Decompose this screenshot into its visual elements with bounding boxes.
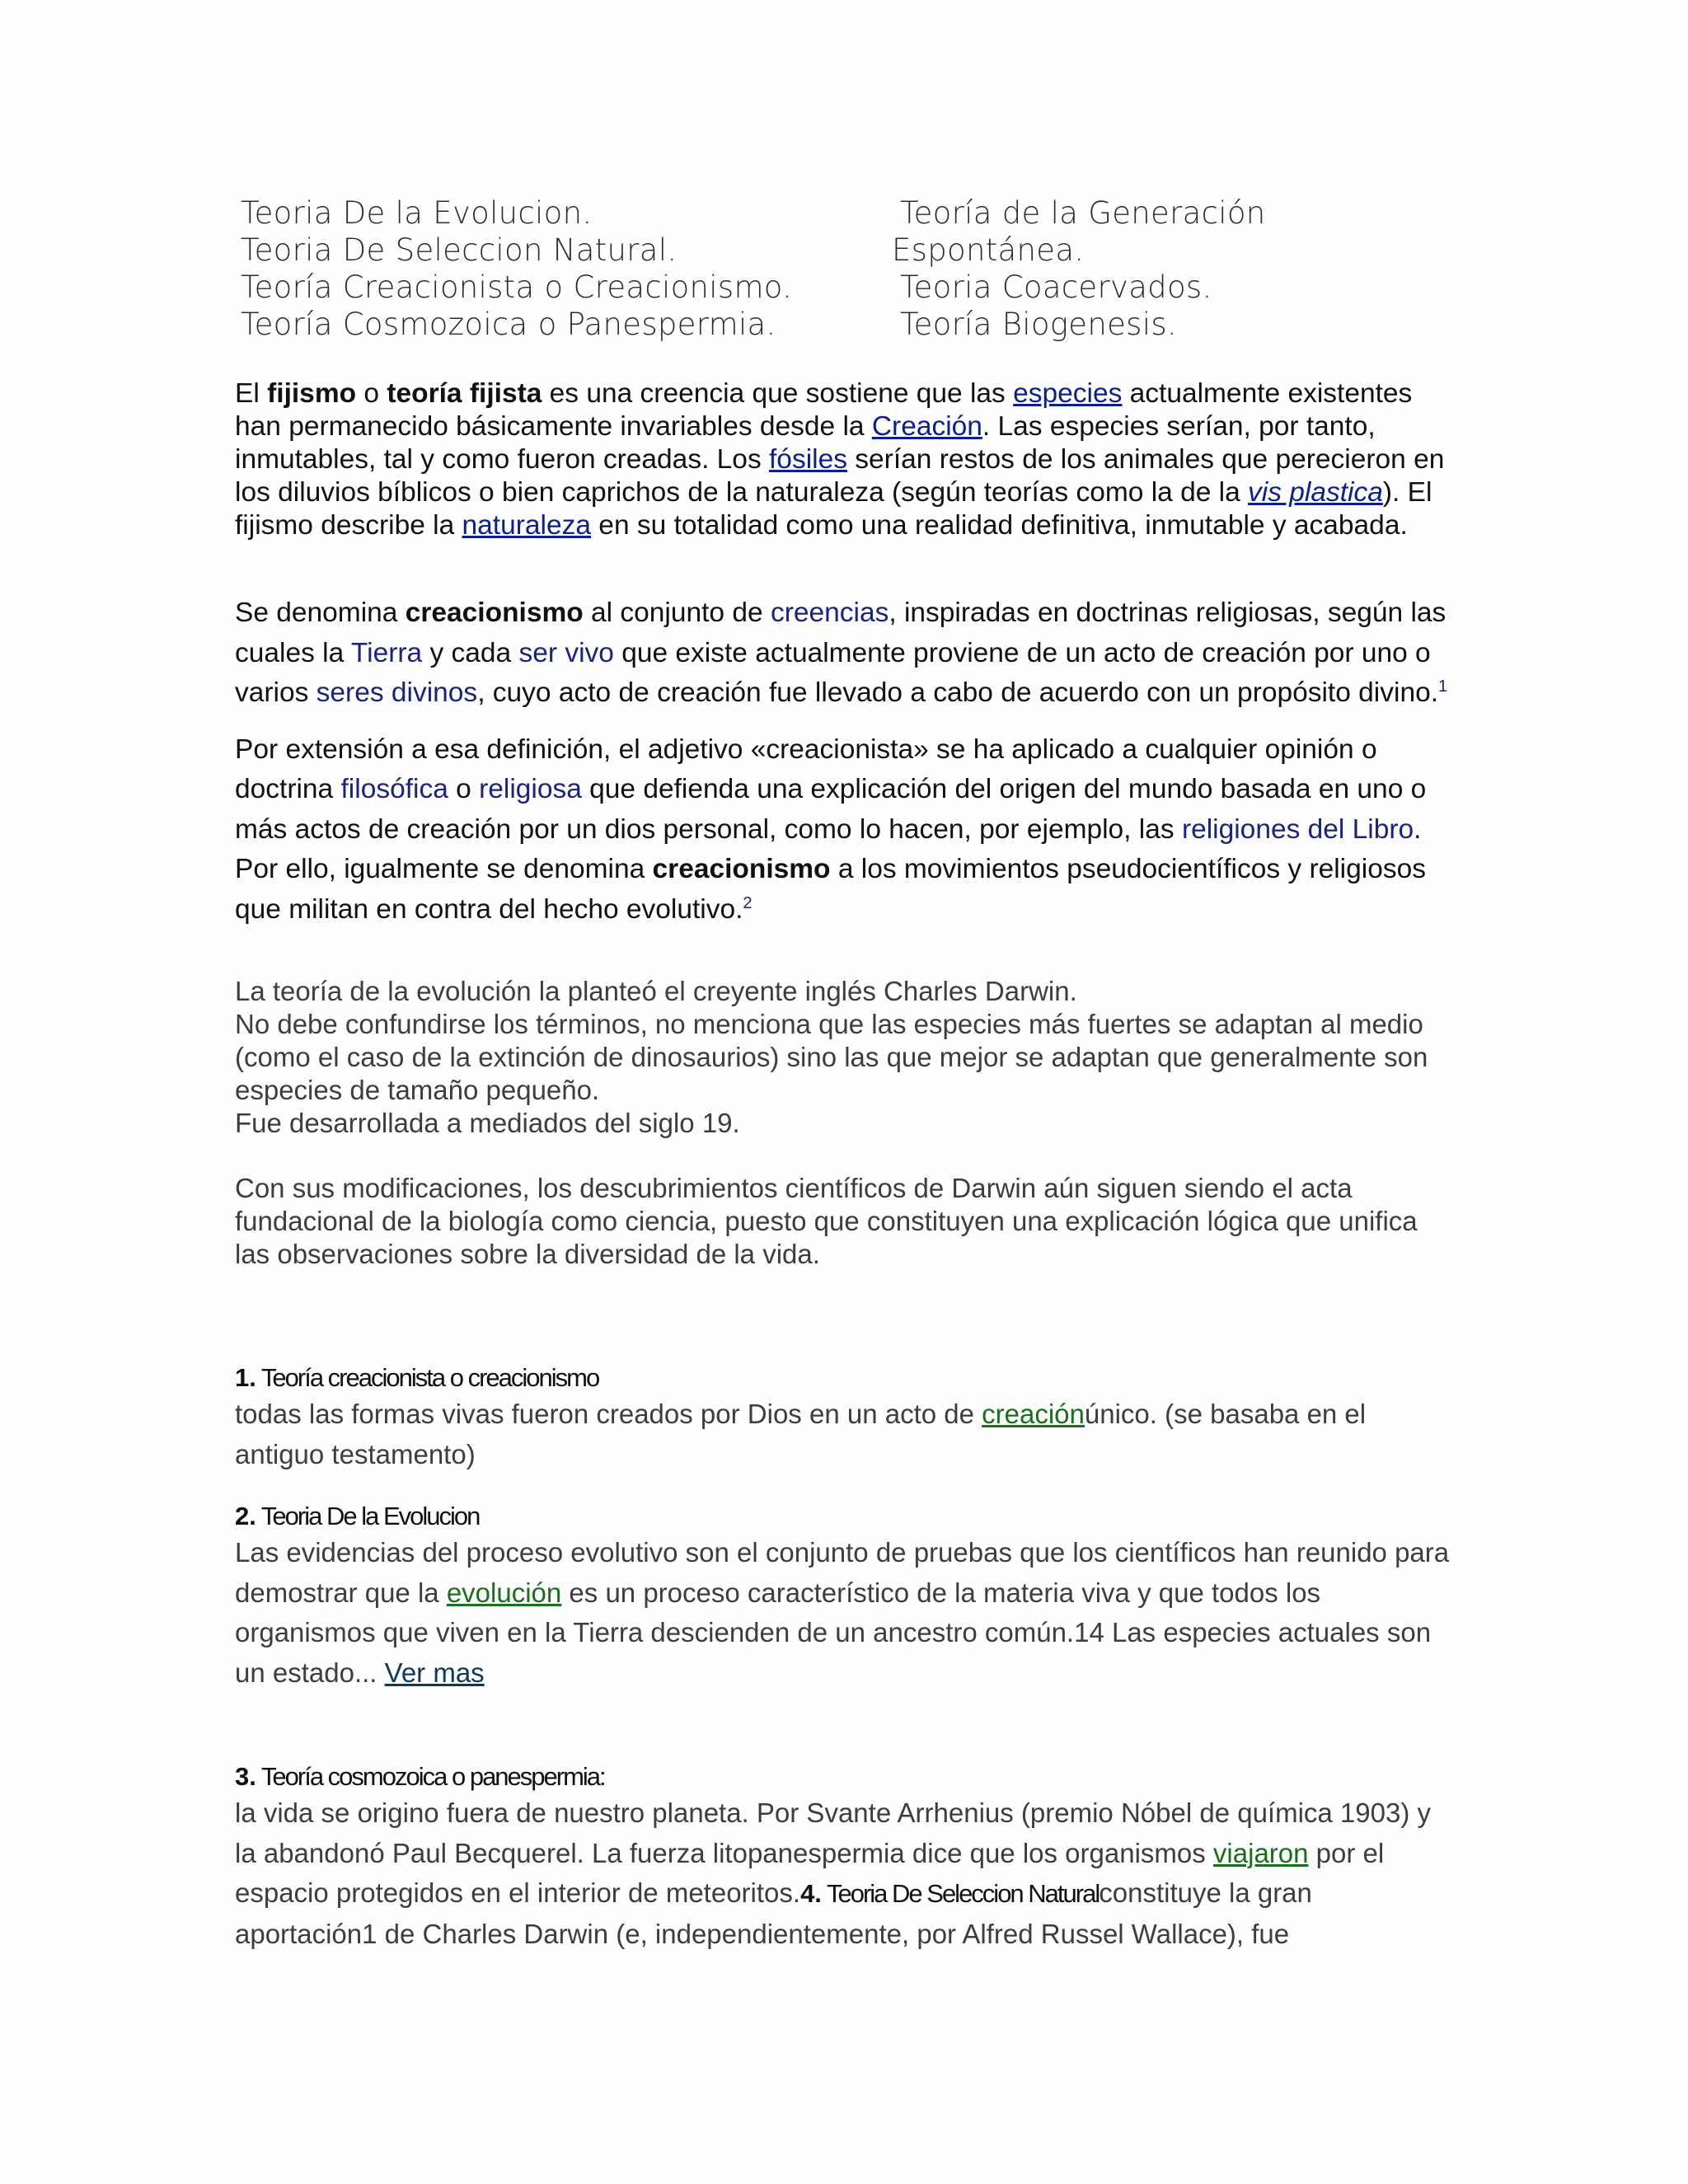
topic-item: Teoria Coacervados.	[900, 269, 1212, 305]
section-heading: 1. Teoría creacionista o creacionismo	[235, 1363, 599, 1392]
topic-item: Teoría Biogenesis.	[900, 307, 1177, 342]
link-religiosa[interactable]: religiosa	[479, 774, 582, 804]
darwin-paragraph	[235, 975, 1455, 1140]
section-body: todas las formas vivas fueron creados por Dios en un acto de creaciónúnico. (se basaba en el antiguo testamento)	[235, 1399, 1367, 1469]
bold-term: creacionismo	[405, 598, 584, 628]
text-line: Fue desarrollada a mediados del siglo 19.	[235, 1108, 740, 1138]
footnote-ref[interactable]: 2	[743, 893, 753, 912]
topic-item: Espontánea.	[892, 232, 1085, 268]
link-creencias[interactable]: creencias	[770, 598, 889, 628]
section-heading-inline: 4. Teoria De Seleccion Natural	[800, 1879, 1100, 1908]
bold-term: teoría fijista	[387, 378, 542, 409]
creacionismo-paragraph-2: Por extensión a esa definición, el adjetivo «creacionista» se ha aplicado a cualquier opinión o doctrina filosófica o religiosa que defienda una explicación del origen del mundo basada en uno o más actos de creación por un dios personal, como lo hacen, por ejemplo, las religiones del Libro. Por ello, igualmente se denomina creacionismo a los movimientos pseudocientíficos y religiosos que militan en contra del hecho evolutivo.$^2$	[235, 733, 1427, 925]
ver-mas-link[interactable]: Ver mas	[384, 1657, 485, 1688]
bold-term: fijismo	[267, 378, 357, 409]
creacionismo-section	[235, 593, 1455, 946]
topic-item: Teoria De Seleccion Natural.	[241, 232, 678, 268]
topics-column-left	[241, 194, 792, 343]
link-seres-divinos[interactable]: seres divinos	[316, 677, 478, 708]
link-vis-plastica[interactable]: vis plastica	[1248, 477, 1383, 508]
section-heading: 2. Teoria De la Evolucion	[235, 1502, 480, 1530]
topic-item: Teoría Cosmozoica o Panespermia.	[241, 307, 776, 342]
topic-item: Teoría Creacionista o Creacionismo.	[241, 269, 793, 305]
link-creacion[interactable]: Creación	[871, 411, 982, 442]
section-creacionismo	[235, 1361, 1455, 1474]
topic-item: Teoría de la Generación	[900, 195, 1266, 231]
footnote-ref[interactable]: 1	[1438, 677, 1448, 696]
section-body: Las evidencias del proceso evolutivo son el conjunto de pruebas que los científicos han reunido para demostrar que la evolución es un proceso característico de la materia viva y que todos los organismos que viven en la Tierra descienden de un ancestro común.14 Las especies actuales son un estado... Ver mas	[235, 1537, 1450, 1688]
link-tierra[interactable]: Tierra	[350, 637, 423, 668]
section-evolucion	[235, 1500, 1455, 1693]
fijismo-paragraph: El fijismo o teoría fijista es una creencia que sostiene que las especies actualmente existentes han permanecido básicamente invariables desde la Creación. Las especies serían, por tanto, inmutables, tal y como fueron creadas. Los fósiles serían restos de los animales que perecieron en los diluvios bíblicos o bien caprichos de la naturaleza (según teorías como la de la vis plastica). El fijismo describe la naturaleza en su totalidad como una realidad definitiva, inmutable y acabada.	[235, 378, 1445, 541]
section-heading: 3. Teoría cosmozoica o panespermia:	[235, 1762, 605, 1791]
link-creacion-green[interactable]: creación	[982, 1399, 1085, 1429]
section-body: la vida se origino fuera de nuestro planeta. Por Svante Arrhenius (premio Nóbel de química 1903) y la abandonó Paul Becquerel. La fuerza litopanespermia dice que los organismos viajaron por el espacio protegidos en el interior de meteoritos.4. Teoria De Seleccion Naturalconstituye la gran aportación1 de Charles Darwin (e, independientemente, por Alfred Russel Wallace), fue	[235, 1797, 1432, 1949]
link-evolucion[interactable]: evolución	[446, 1577, 562, 1608]
link-fosiles[interactable]: fósiles	[769, 444, 847, 475]
bold-term: creacionismo	[652, 854, 831, 884]
link-viajaron[interactable]: viajaron	[1212, 1837, 1309, 1868]
darwin-legacy-paragraph: Con sus modificaciones, los descubrimientos científicos de Darwin aún siguen siendo el acta fundacional de la biología como ciencia, puesto que constituyen una explicación lógica que unifica las observaciones sobre la diversidad de la vida.	[235, 1173, 1418, 1269]
link-naturaleza[interactable]: naturaleza	[462, 510, 591, 541]
topics-column-right	[892, 194, 1266, 343]
topic-item: Teoria De la Evolucion.	[241, 195, 593, 231]
link-especies[interactable]: especies	[1013, 378, 1123, 409]
text-line: La teoría de la evolución la planteó el creyente inglés Charles Darwin.	[235, 976, 1077, 1006]
link-religiones-del-libro[interactable]: religiones del Libro	[1181, 813, 1414, 845]
section-panespermia	[235, 1760, 1455, 1954]
text-line: No debe confundirse los términos, no menciona que las especies más fuertes se adaptan al medio (como el caso de la extinción de dinosaurios) sino las que mejor se adaptan que generalmente son especies de tamaño pequeño.	[235, 1009, 1428, 1105]
link-filosofica[interactable]: filosófica	[340, 774, 448, 804]
link-ser-vivo[interactable]: ser vivo	[518, 637, 614, 668]
creacionismo-paragraph-1: Se denomina creacionismo al conjunto de creencias, inspiradas en doctrinas religiosas, según las cuales la Tierra y cada ser vivo que existe actualmente proviene de un acto de creación por uno o varios seres divinos, cuyo acto de creación fue llevado a cabo de acuerdo con un propósito divino.$^1$	[235, 598, 1448, 708]
